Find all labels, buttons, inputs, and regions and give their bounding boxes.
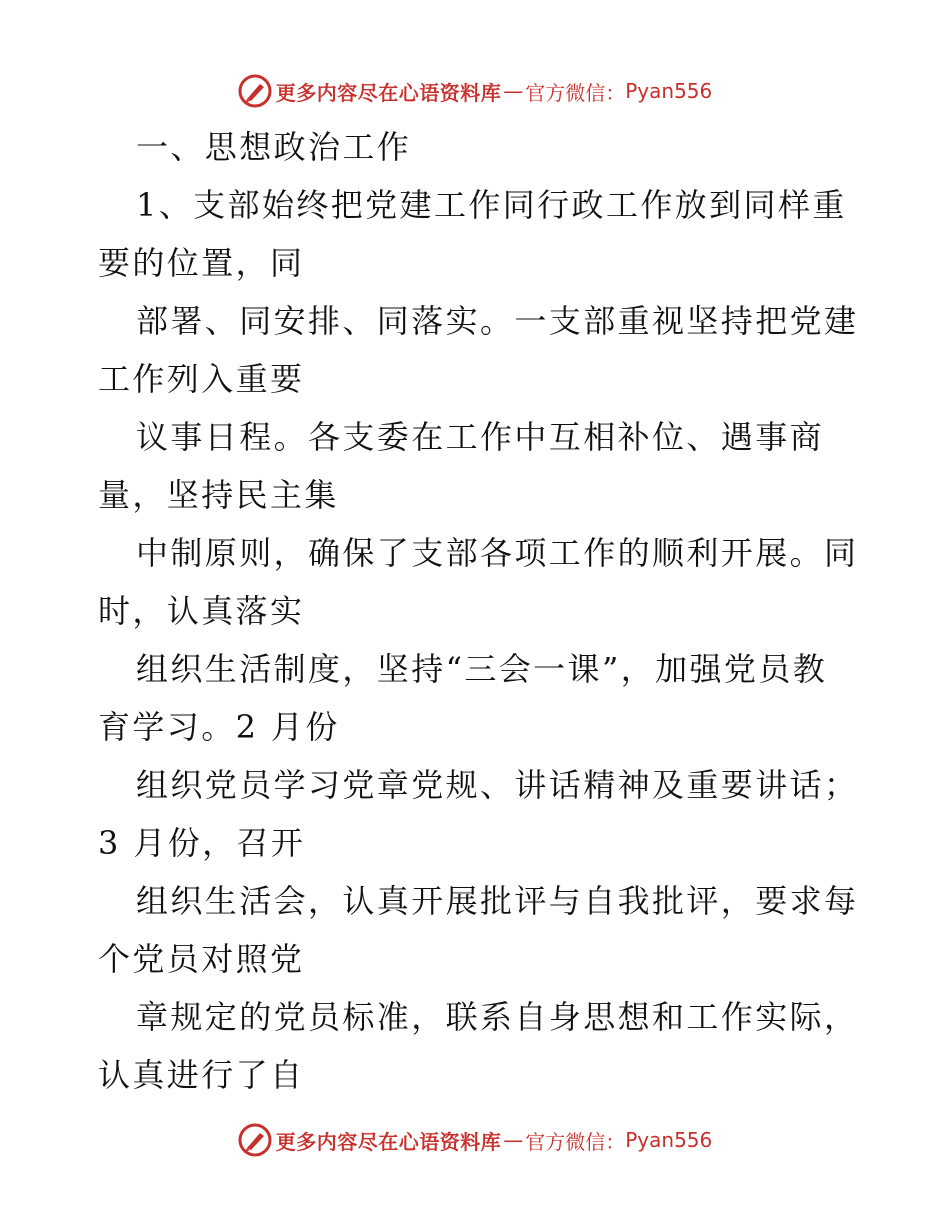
text-line: 要的位置，同 xyxy=(98,244,305,282)
text-line: 议事日程。各支委在工作中互相补位、遇事商 xyxy=(136,418,825,456)
text-line: 组织生活会，认真开展批评与自我批评，要求每 xyxy=(136,882,858,920)
text-line: 时，认真落实 xyxy=(98,592,305,630)
watermark-separator: — xyxy=(503,79,524,103)
text-line: 认真进行了自 xyxy=(98,1056,305,1094)
watermark-wechat-id: Pyan556 xyxy=(625,79,713,103)
text-line: 组织党员学习党章党规、讲话精神及重要讲话； xyxy=(136,766,858,804)
text-line: 量，坚持民主集 xyxy=(98,476,339,514)
document-body xyxy=(98,118,858,1104)
pen-logo-icon xyxy=(238,74,272,108)
text-line: 育学习。2 月份 xyxy=(98,708,340,746)
text-line: 个党员对照党 xyxy=(98,940,305,978)
pen-logo-icon xyxy=(238,1123,272,1157)
text-line: 中制原则，确保了支部各项工作的顺利开展。同 xyxy=(136,534,858,572)
footer-watermark xyxy=(0,1120,950,1160)
watermark-wechat-label: 官方微信： xyxy=(525,80,626,105)
text-line: 一、思想政治工作 xyxy=(136,128,412,166)
watermark-separator: — xyxy=(503,1128,524,1152)
header-watermark xyxy=(0,71,950,111)
text-line: 1、支部始终把党建工作同行政工作放到同样重 xyxy=(136,186,847,224)
text-line: 部署、同安排、同落实。一支部重视坚持把党建 xyxy=(136,302,858,340)
watermark-main-text: 更多内容尽在心语资料库 xyxy=(275,1129,502,1154)
watermark-wechat-label: 官方微信： xyxy=(525,1129,626,1154)
text-line: 章规定的党员标准，联系自身思想和工作实际， xyxy=(136,998,858,1036)
text-line: 3 月份，召开 xyxy=(98,824,306,862)
text-line: 组织生活制度，坚持“三会一课”，加强党员教 xyxy=(136,650,828,688)
text-line: 工作列入重要 xyxy=(98,360,305,398)
watermark-wechat-id: Pyan556 xyxy=(625,1128,713,1152)
watermark-main-text: 更多内容尽在心语资料库 xyxy=(275,80,502,105)
